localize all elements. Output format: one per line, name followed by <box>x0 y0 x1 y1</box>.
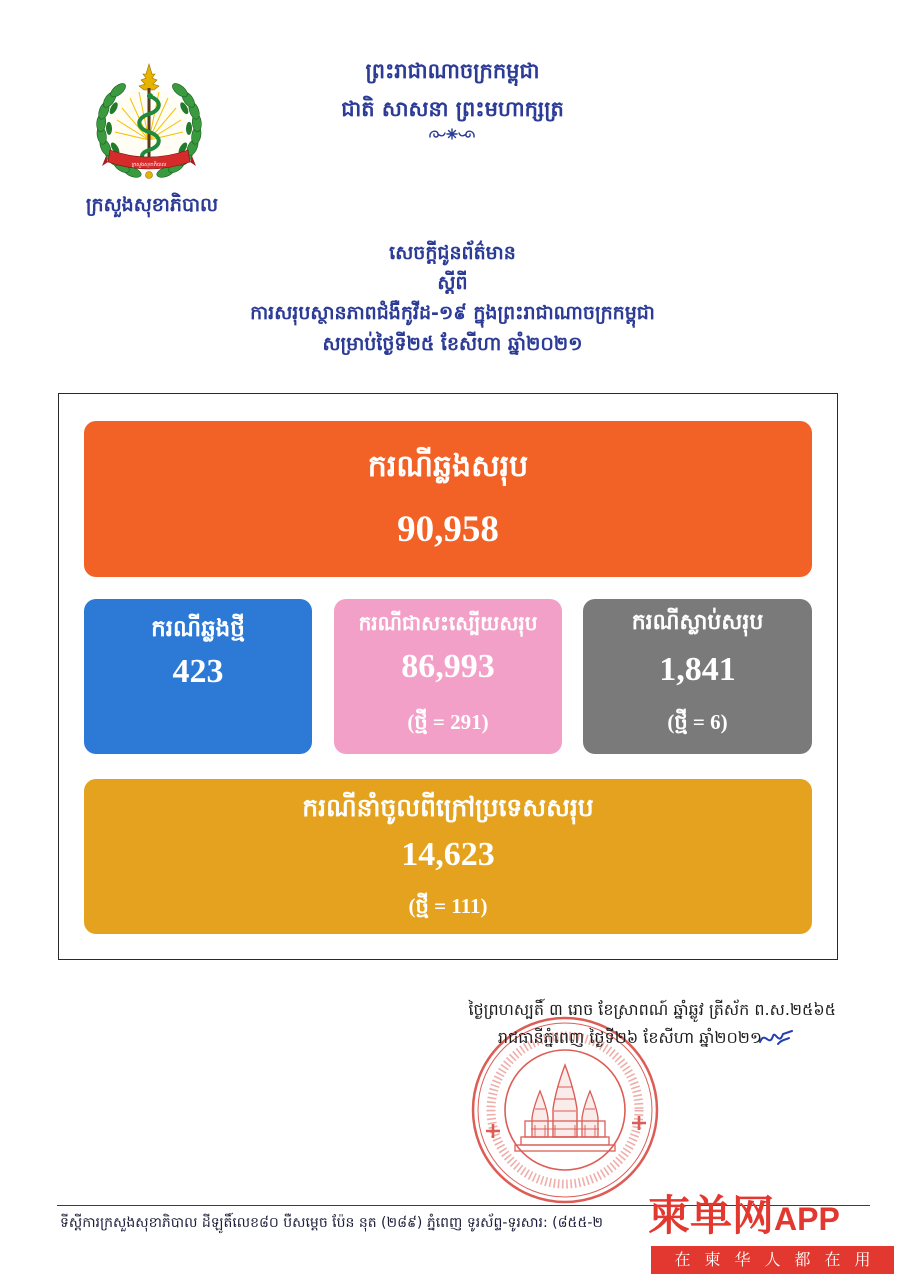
card-recovered <box>334 599 562 754</box>
recovered-new: (ថ្មី = 291) <box>407 710 489 734</box>
footer-address: ទីស្តីការក្រសួងសុខាភិបាល ដីឡូតិ៍លេខ៨០ បឺសម្តេច ប៉ែន នុត (២៨៩) ភ្នំពេញ ទូរស័ព្ទ-ទូរសារ: (៨៥៥-២ <box>60 1215 603 1231</box>
deaths-label: ករណីស្លាប់សរុប <box>631 610 764 635</box>
watermark-brand <box>648 1188 898 1244</box>
ornament-divider <box>427 126 477 142</box>
imported-new: (ថ្មី = 111) <box>408 894 488 918</box>
card-imported <box>84 779 812 934</box>
total-cases-value: 90,958 <box>397 509 499 550</box>
recovered-label: ករណីជាសះស្បើយសរុប <box>358 611 538 635</box>
imported-label: ករណីនាំចូលពីក្រៅប្រទេសសរុប <box>302 793 594 822</box>
total-cases-label: ករណីឆ្លងសរុប <box>367 449 529 484</box>
deaths-new: (ថ្មី = 6) <box>667 710 728 734</box>
watermark-tagline: 在柬华人都在用 <box>651 1246 894 1274</box>
card-total-cases <box>84 421 812 577</box>
ministry-name: ក្រសួងសុខាភិបាល <box>85 194 219 216</box>
recovered-value: 86,993 <box>401 648 495 685</box>
notice-about-label: ស្តីពី <box>437 272 468 294</box>
header-motto: ជាតិ សាសនា ព្រះមហាក្សត្រ <box>341 97 564 121</box>
card-new-cases <box>84 599 312 754</box>
watermark-app-label: APP <box>774 1201 840 1237</box>
notice-period: សម្រាប់ថ្ងៃទី២៥ ខែសីហា ឆ្នាំ២០២១ <box>322 333 583 355</box>
watermark-brand-name: 柬单网 <box>648 1191 775 1240</box>
imported-value: 14,623 <box>401 836 495 873</box>
logo-ribbon-text: ក្រសួងសុខាភិបាល <box>131 162 167 168</box>
signature-mark <box>758 1024 794 1052</box>
dateline-gregorian: រាជធានីភ្នំពេញ ថ្ងៃទី២៦ ខែសីហា ឆ្នាំ២០២១ <box>497 1028 762 1047</box>
deaths-value: 1,841 <box>659 651 736 688</box>
ministry-logo-icon <box>92 62 207 187</box>
header-kingdom: ព្រះរាជាណាចក្រកម្ពុជា <box>365 59 540 83</box>
card-deaths <box>583 599 812 754</box>
notice-subject: ការសរុបស្ថានភាពជំងឺកូវីដ-១៩ ក្នុងព្រះរាជាណាចក្រកម្ពុជា <box>250 302 655 324</box>
new-cases-value: 423 <box>172 653 224 690</box>
dateline-lunar: ថ្ងៃព្រហស្បតិ៍ ៣ រោច ខែស្រាពណ៍ ឆ្នាំឆ្លូវ ត្រីស័ក ព.ស.២៥៦៥ <box>468 1000 836 1019</box>
notice-title: សេចក្តីជូនព័ត៌មាន <box>389 242 516 264</box>
new-cases-label: ករណីឆ្លងថ្មី <box>151 616 245 642</box>
